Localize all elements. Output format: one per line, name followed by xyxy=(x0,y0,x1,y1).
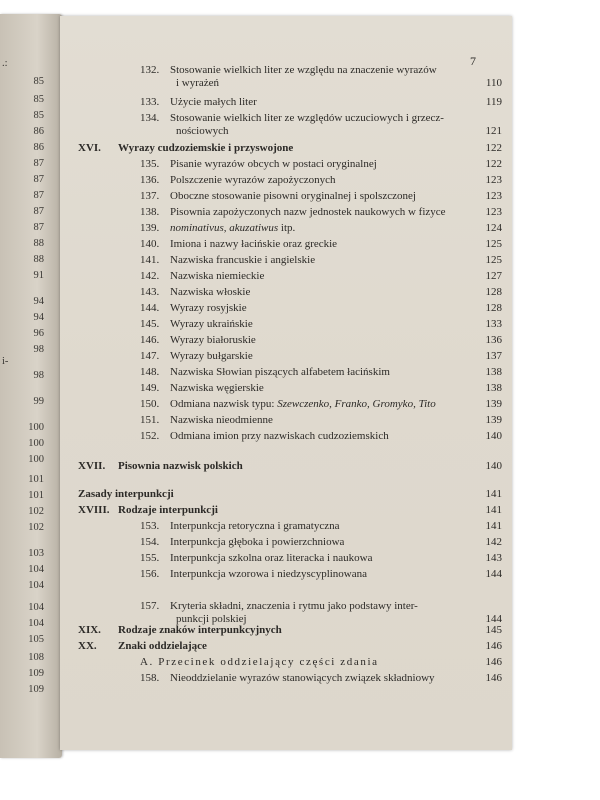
toc-entry-number: 140. xyxy=(140,238,160,250)
toc-entry-page: 146 xyxy=(485,640,502,652)
toc-entry xyxy=(140,398,502,411)
toc-entry xyxy=(140,190,502,203)
toc-entry-number: XX. xyxy=(78,640,97,652)
toc-entry-title: Użycie małych liter xyxy=(170,96,257,108)
toc-entry-number: XVII. xyxy=(78,460,106,472)
left-page-number: 98 xyxy=(33,344,44,355)
toc-entry-title: itp. xyxy=(278,222,296,234)
toc-entry-number: 152. xyxy=(140,430,160,442)
toc-entry-title: Polszczenie wyrazów zapożyczonych xyxy=(170,174,336,186)
toc-entry-number: 153. xyxy=(140,520,160,532)
toc-entry-page: 140 xyxy=(485,460,502,472)
toc-entry-number: 147. xyxy=(140,350,160,362)
toc-entry-title: Zasady interpunkcji xyxy=(78,488,174,500)
toc-entry xyxy=(140,414,502,427)
toc-entry-page: 140 xyxy=(485,430,502,442)
toc-entry-title: Stosowanie wielkich liter ze względów uczuciowych i grzecz- xyxy=(170,112,444,124)
toc-entry-title: A. Przecinek oddzielający części zdania xyxy=(140,656,379,668)
toc-entry-page: 128 xyxy=(485,286,502,298)
toc-entry-title: Oboczne stosowanie pisowni oryginalnej i spolszczonej xyxy=(170,190,416,202)
toc-entry-number: 137. xyxy=(140,190,160,202)
left-page-number: 101 xyxy=(28,490,44,501)
toc-entry-number: 146. xyxy=(140,334,160,346)
toc-entry-title: Wyrazy rosyjskie xyxy=(170,302,247,314)
toc-entry-page: 125 xyxy=(485,238,502,250)
toc-entry xyxy=(78,624,502,637)
toc-entry-title: Nieoddzielanie wyrazów stanowiących związek składniowy xyxy=(170,672,435,684)
toc-entry-number: 135. xyxy=(140,158,160,170)
left-page-edge xyxy=(0,14,62,758)
left-page-number: 104 xyxy=(28,602,44,613)
left-page-number: 88 xyxy=(33,238,44,249)
left-page-number: 85 xyxy=(33,94,44,105)
toc-entry-page: 141 xyxy=(485,504,502,516)
toc-entry-number: 136. xyxy=(140,174,160,186)
toc-entry-title: Interpunkcja szkolna oraz literacka i naukowa xyxy=(170,552,373,564)
toc-entry-number: 151. xyxy=(140,414,160,426)
left-page-number: 94 xyxy=(33,312,44,323)
toc-entry xyxy=(140,286,502,299)
toc-entry-title: Pisownia nazwisk polskich xyxy=(118,460,243,472)
toc-entry xyxy=(140,158,502,171)
toc-entry xyxy=(140,382,502,395)
toc-entry xyxy=(140,254,502,267)
toc-entry xyxy=(78,460,502,473)
toc-entry-page: 138 xyxy=(485,382,502,394)
toc-entry-title-italic: Szewczenko, Franko, Gromyko, Tito xyxy=(277,398,436,410)
left-page-mark: .: xyxy=(2,58,8,69)
toc-entry-title: Pisanie wyrazów obcych w postaci oryginalnej xyxy=(170,158,377,170)
left-page-number: 87 xyxy=(33,206,44,217)
left-page-number: 86 xyxy=(33,142,44,153)
toc-entry-title: Interpunkcja głęboka i powierzchniowa xyxy=(170,536,345,548)
left-page-number: 101 xyxy=(28,474,44,485)
toc-entry-number: 158. xyxy=(140,672,160,684)
toc-entry-number: 133. xyxy=(140,96,160,108)
left-page-number: 109 xyxy=(28,684,44,695)
toc-entry-page: 146 xyxy=(485,656,502,668)
left-page-number: 99 xyxy=(33,396,44,407)
toc-entry xyxy=(140,64,502,90)
left-page-number: 104 xyxy=(28,564,44,575)
toc-entry-page: 142 xyxy=(485,536,502,548)
left-page-number: 94 xyxy=(33,296,44,307)
toc-entry-title: Wyrazy ukraińskie xyxy=(170,318,253,330)
left-page-number: 100 xyxy=(28,454,44,465)
toc-entry-number: 145. xyxy=(140,318,160,330)
toc-entry xyxy=(140,334,502,347)
toc-entry-page: 119 xyxy=(485,96,502,108)
toc-entry-number: 141. xyxy=(140,254,160,266)
toc-entry-title: Kryteria składni, znaczenia i rytmu jako podstawy inter- xyxy=(170,600,418,612)
left-page-number: 87 xyxy=(33,158,44,169)
page-number: 7 xyxy=(470,54,476,68)
toc-entry-number: 156. xyxy=(140,568,160,580)
toc-entry-title: Nazwiska węgierskie xyxy=(170,382,264,394)
toc-entry-page: 124 xyxy=(485,222,502,234)
toc-entry-page: 138 xyxy=(485,366,502,378)
toc-entry-title: Pisownia zapożyczonych nazw jednostek naukowych w fizyce xyxy=(170,206,446,218)
toc-entry-title: Wyrazy bułgarskie xyxy=(170,350,253,362)
toc-entry-title: Imiona i nazwy łacińskie oraz greckie xyxy=(170,238,338,250)
toc-entry-page: 110 xyxy=(485,77,502,89)
left-page-number: 98 xyxy=(33,370,44,381)
left-page-number: 100 xyxy=(28,422,44,433)
toc-entry-number: 134. xyxy=(140,112,160,124)
toc-entry-continuation: nościowych xyxy=(176,125,229,137)
left-page-mark: i- xyxy=(2,356,9,367)
left-page-number: 85 xyxy=(33,76,44,87)
toc-entry-title: Interpunkcja wzorowa i niedzyscyplinowana xyxy=(170,568,368,580)
book-page xyxy=(60,16,512,750)
toc-entry xyxy=(78,142,502,155)
toc-entry xyxy=(140,552,502,565)
toc-entry-page: 141 xyxy=(485,488,502,500)
toc-entry-number: 139. xyxy=(140,222,160,234)
toc-entry-number: 150. xyxy=(140,398,160,410)
toc-entry-title: Nazwiska nieodmienne xyxy=(170,414,273,426)
toc-entry-page: 145 xyxy=(485,624,502,636)
left-page-number: 105 xyxy=(28,634,44,645)
toc-entry-number: 143. xyxy=(140,286,160,298)
toc-entry-title: Interpunkcja retoryczna i gramatyczna xyxy=(170,520,340,532)
left-page-number: 102 xyxy=(28,522,44,533)
toc-entry-page: 139 xyxy=(485,398,502,410)
toc-entry-continuation: i wyrażeń xyxy=(176,77,220,89)
toc-entry xyxy=(140,96,502,109)
left-page-number: 104 xyxy=(28,580,44,591)
toc-entry-number: 149. xyxy=(140,382,160,394)
left-page-number: 96 xyxy=(33,328,44,339)
left-page-number: 108 xyxy=(28,652,44,663)
toc-entry-title: Wyrazy cudzoziemskie i przyswojone xyxy=(118,142,294,154)
toc-entry-page: 122 xyxy=(485,142,502,154)
toc-entry-page: 144 xyxy=(485,568,502,580)
left-page-number: 103 xyxy=(28,548,44,559)
toc-entry-number: 157. xyxy=(140,600,160,612)
toc-entry-title: Nazwiska niemieckie xyxy=(170,270,265,282)
left-page-number: 100 xyxy=(28,438,44,449)
toc-entry-page: 128 xyxy=(485,302,502,314)
toc-entry xyxy=(140,270,502,283)
toc-entry-continuation: punkcji polskiej xyxy=(176,613,247,625)
toc-entry xyxy=(140,174,502,187)
toc-entry-title: Znaki oddzielające xyxy=(118,640,207,652)
toc-entry-title: Odmiana imion przy nazwiskach cudzoziemskich xyxy=(170,430,389,442)
toc-entry xyxy=(140,430,502,443)
toc-entry xyxy=(140,520,502,533)
toc-entry-page: 137 xyxy=(485,350,502,362)
toc-entry-title: Nazwiska Słowian piszących alfabetem łacińskim xyxy=(170,366,390,378)
toc-entry-number: 138. xyxy=(140,206,160,218)
toc-entry-title: Wyrazy białoruskie xyxy=(170,334,256,346)
toc-entry-page: 139 xyxy=(485,414,502,426)
toc-entry xyxy=(140,302,502,315)
left-page-number: 91 xyxy=(33,270,44,281)
toc-entry xyxy=(140,350,502,363)
toc-entry-page: 125 xyxy=(485,254,502,266)
toc-entry-title: Nazwiska francuskie i angielskie xyxy=(170,254,316,266)
toc-entry-page: 133 xyxy=(485,318,502,330)
toc-entry-page: 123 xyxy=(485,174,502,186)
toc-entry-number: 142. xyxy=(140,270,160,282)
toc-entry-title-italic: nominativus, akuzatiwus xyxy=(170,222,279,234)
left-page-number: 86 xyxy=(33,126,44,137)
toc-entry-page: 141 xyxy=(485,520,502,532)
toc-entry-number: XVIII. xyxy=(78,504,110,516)
toc-entry-page: 127 xyxy=(485,270,502,282)
toc-entry xyxy=(140,318,502,331)
toc-entry xyxy=(140,568,502,581)
toc-entry-title: Rodzaje interpunkcji xyxy=(118,504,218,516)
toc-entry-number: 154. xyxy=(140,536,160,548)
toc-entry xyxy=(140,600,502,626)
toc-entry-title: Odmiana nazwisk typu: xyxy=(170,398,278,410)
toc-entry-page: 123 xyxy=(485,206,502,218)
toc-entry-number: XIX. xyxy=(78,624,101,636)
toc-entry-number: 144. xyxy=(140,302,160,314)
toc-entry-number: 148. xyxy=(140,366,160,378)
toc-entry-page: 122 xyxy=(485,158,502,170)
toc-entry-page: 123 xyxy=(485,190,502,202)
toc-entry-page: 143 xyxy=(485,552,502,564)
toc-entry xyxy=(140,206,502,219)
toc-entry-page: 136 xyxy=(485,334,502,346)
toc-entry xyxy=(78,488,502,501)
toc-entry xyxy=(78,504,502,517)
toc-entry-page: 146 xyxy=(485,672,502,684)
toc-entry-page: 121 xyxy=(485,125,502,137)
toc-entry xyxy=(140,536,502,549)
toc-entry-number: 155. xyxy=(140,552,160,564)
toc-entry-title: Nazwiska włoskie xyxy=(170,286,251,298)
toc-entry-number: 132. xyxy=(140,64,160,76)
left-page-number: 109 xyxy=(28,668,44,679)
toc-entry xyxy=(140,112,502,138)
toc-entry xyxy=(140,656,502,669)
left-page-number: 87 xyxy=(33,190,44,201)
toc-entry xyxy=(140,672,502,685)
toc-entry xyxy=(140,238,502,251)
toc-entry xyxy=(140,222,502,235)
toc-entry-title: Rodzaje znaków interpunkcyjnych xyxy=(118,624,282,636)
toc-entry-page: 144 xyxy=(485,613,502,625)
left-page-number: 88 xyxy=(33,254,44,265)
left-page-number: 102 xyxy=(28,506,44,517)
toc-entry-number: XVI. xyxy=(78,142,101,154)
toc-entry-title: Stosowanie wielkich liter ze względu na znaczenie wyrazów xyxy=(170,64,437,76)
left-page-number: 85 xyxy=(33,110,44,121)
left-page-number: 87 xyxy=(33,174,44,185)
left-page-number: 104 xyxy=(28,618,44,629)
toc-entry xyxy=(78,640,502,653)
toc-entry xyxy=(140,366,502,379)
left-page-number: 87 xyxy=(33,222,44,233)
